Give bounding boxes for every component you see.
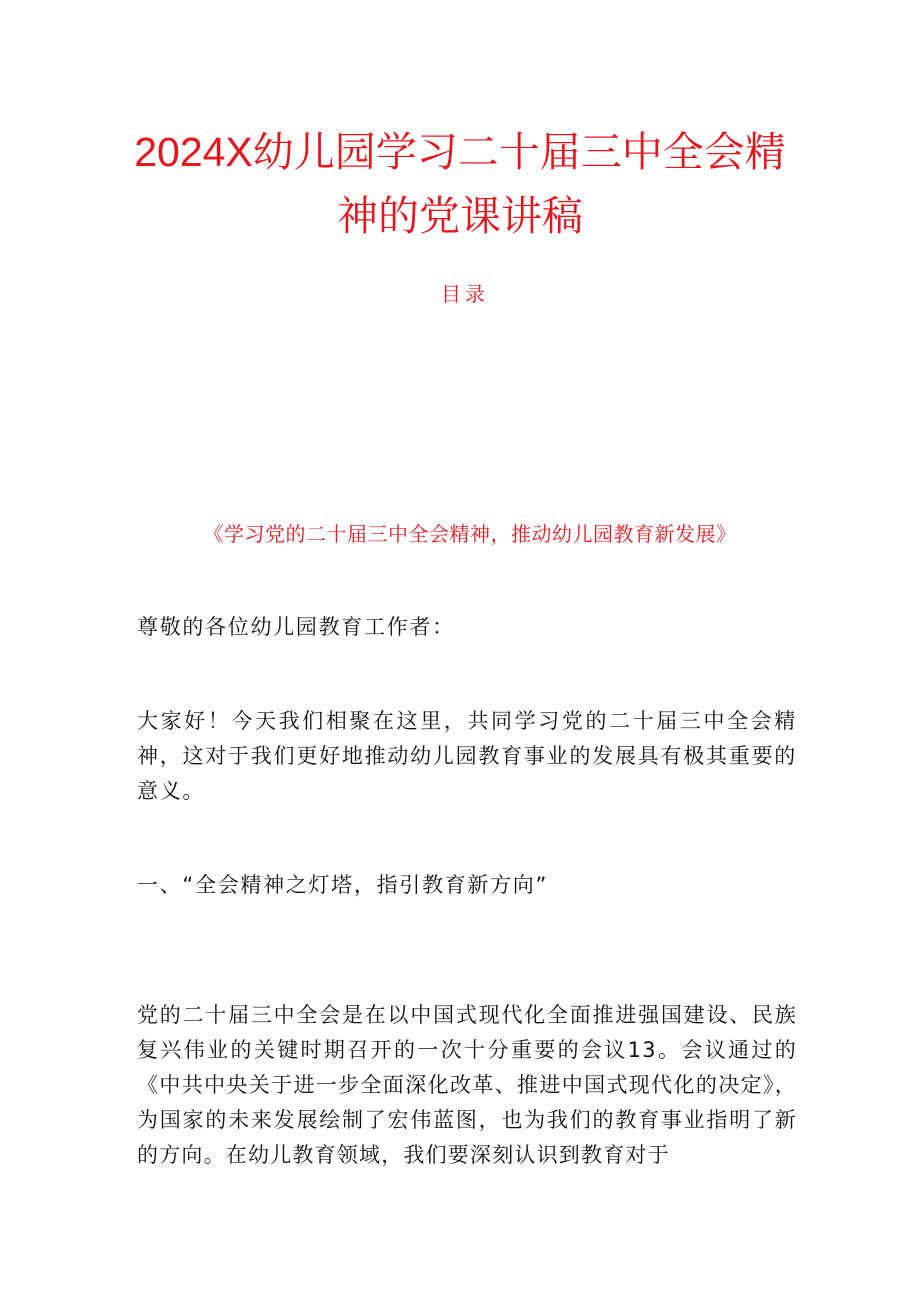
- intro-paragraph: 大家好！今天我们相聚在这里，共同学习党的二十届三中全会精神，这对于我们更好地推动幼儿园教育事业的发展具有极其重要的意义。: [137, 709, 797, 803]
- toc-label: 目录: [441, 282, 489, 306]
- title-line-2: 神的党课讲稿: [337, 193, 583, 239]
- section-1-body: 党的二十届三中全会是在以中国式现代化全面推进强国建设、民族复兴伟业的关键时期召开的一次十分重要的会议13。会议通过的《中共中央关于进一步全面深化改革、推进中国式现代化的决定》，为国家的未来发展绘制了宏伟蓝图，也为我们的教育事业指明了新的方向。在幼儿教育领域，我们要深刻认识到教育对于: [137, 1003, 797, 1167]
- greeting-paragraph: 尊敬的各位幼儿园教育工作者：: [137, 615, 455, 639]
- title-line-1: 2024X幼儿园学习二十届三中全会精: [134, 129, 786, 175]
- section-1-heading: 一、“全会精神之灯塔，指引教育新方向”: [137, 873, 549, 897]
- document-title: [100, 120, 820, 248]
- document-subtitle: 《学习党的二十届三中全会精神，推动幼儿园教育新发展》: [203, 522, 737, 546]
